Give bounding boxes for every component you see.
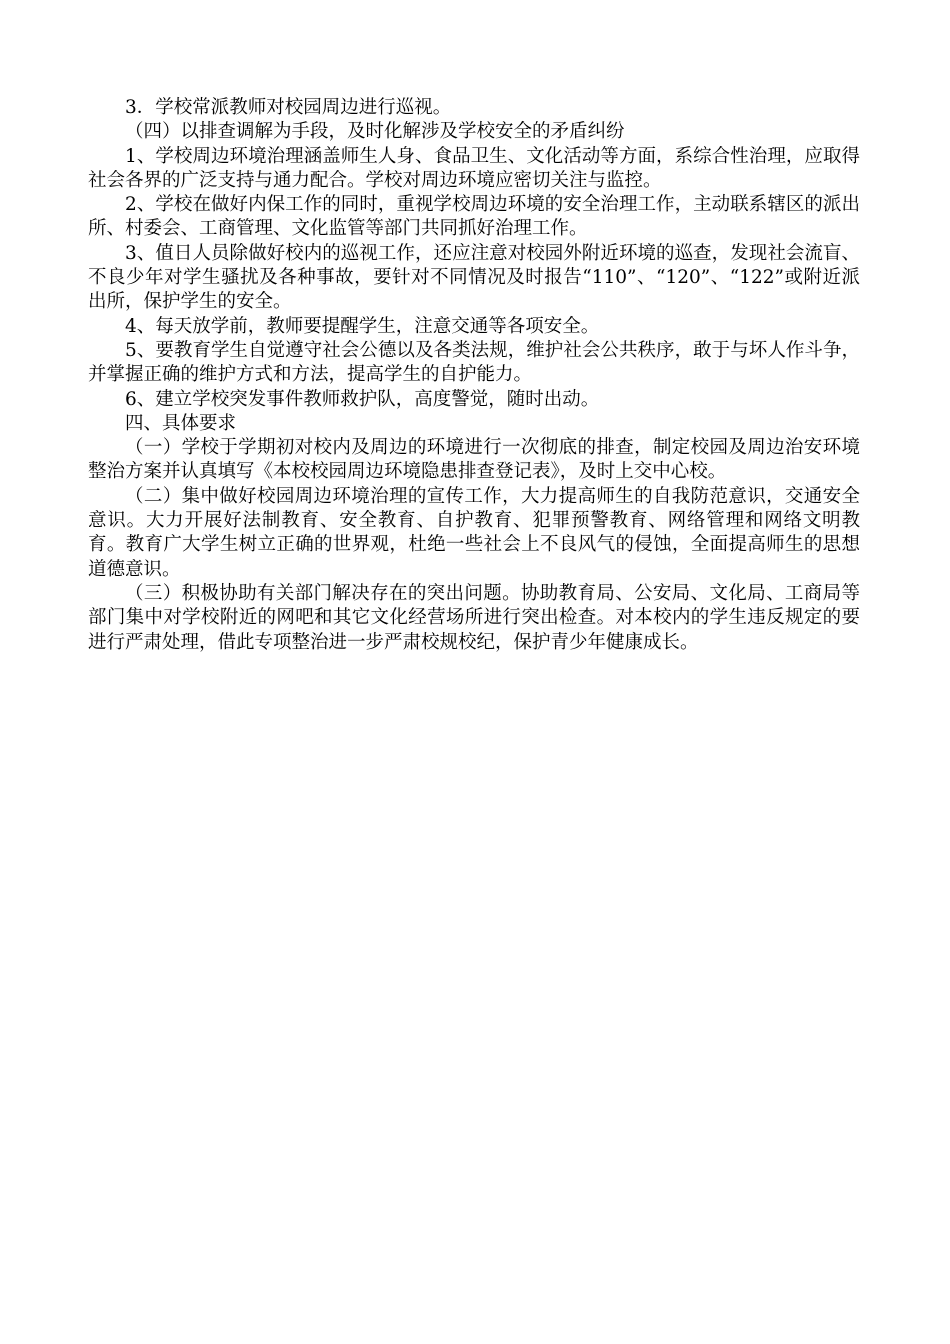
paragraph-item-4: 4、每天放学前，教师要提醒学生，注意交通等各项安全。 (125, 315, 600, 337)
paragraph-item-6: 6、建立学校突发事件教师救护队，高度警觉，随时出动。 (125, 388, 600, 410)
document-body (88, 96, 860, 655)
paragraph-requirement-2: （二）集中做好校园周边环境治理的宣传工作，大力提高师生的自我防范意识，交通安全意识。大力开展好法制教育、安全教育、自护教育、犯罪预警教育、网络管理和网络文明教育。教育广大学生树立正确的世界观，杜绝一些社会上不良风气的侵蚀，全面提高师生的思想道德意识。 (88, 485, 860, 580)
paragraph-requirement-3: （三）积极协助有关部门解决存在的突出问题。协助教育局、公安局、文化局、工商局等部门集中对学校附近的网吧和其它文化经营场所进行突出检查。对本校内的学生违反规定的要进行严肃处理，借此专项整治进一步严肃校规校纪，保护青少年健康成长。 (88, 582, 860, 653)
paragraph-item-2: 2、学校在做好内保工作的同时，重视学校周边环境的安全治理工作，主动联系辖区的派出所、村委会、工商管理、文化监管等部门共同抓好治理工作。 (88, 194, 860, 240)
paragraph-item-5: 5、要教育学生自觉遵守社会公德以及各类法规，维护社会公共秩序，敢于与坏人作斗争，并掌握正确的维护方式和方法，提高学生的自护能力。 (88, 339, 860, 386)
paragraph-patrol: 3．学校常派教师对校园周边进行巡视。 (125, 97, 452, 118)
paragraph-item-1: 1、学校周边环境治理涵盖师生人身、食品卫生、文化活动等方面，系综合性治理，应取得社会各界的广泛支持与通力配合。学校对周边环境应密切关注与监控。 (88, 145, 860, 191)
paragraph-item-3: 3、值日人员除做好校内的巡视工作，还应注意对校园外附近环境的巡查，发现社会流盲、不良少年对学生骚扰及各种事故，要针对不同情况及时报告“110”、“120”、“122”或附近派出所，保护学生的安全。 (88, 242, 860, 313)
section-heading-requirements: 四、具体要求 (125, 412, 237, 434)
paragraph-requirement-1: （一）学校于学期初对校内及周边的环境进行一次彻底的排查，制定校园及周边治安环境整治方案并认真填写《本校校园周边环境隐患排查登记表》，及时上交中心校。 (88, 437, 860, 483)
section-heading-four: （四）以排查调解为手段，及时化解涉及学校安全的矛盾纠纷 (125, 121, 625, 143)
